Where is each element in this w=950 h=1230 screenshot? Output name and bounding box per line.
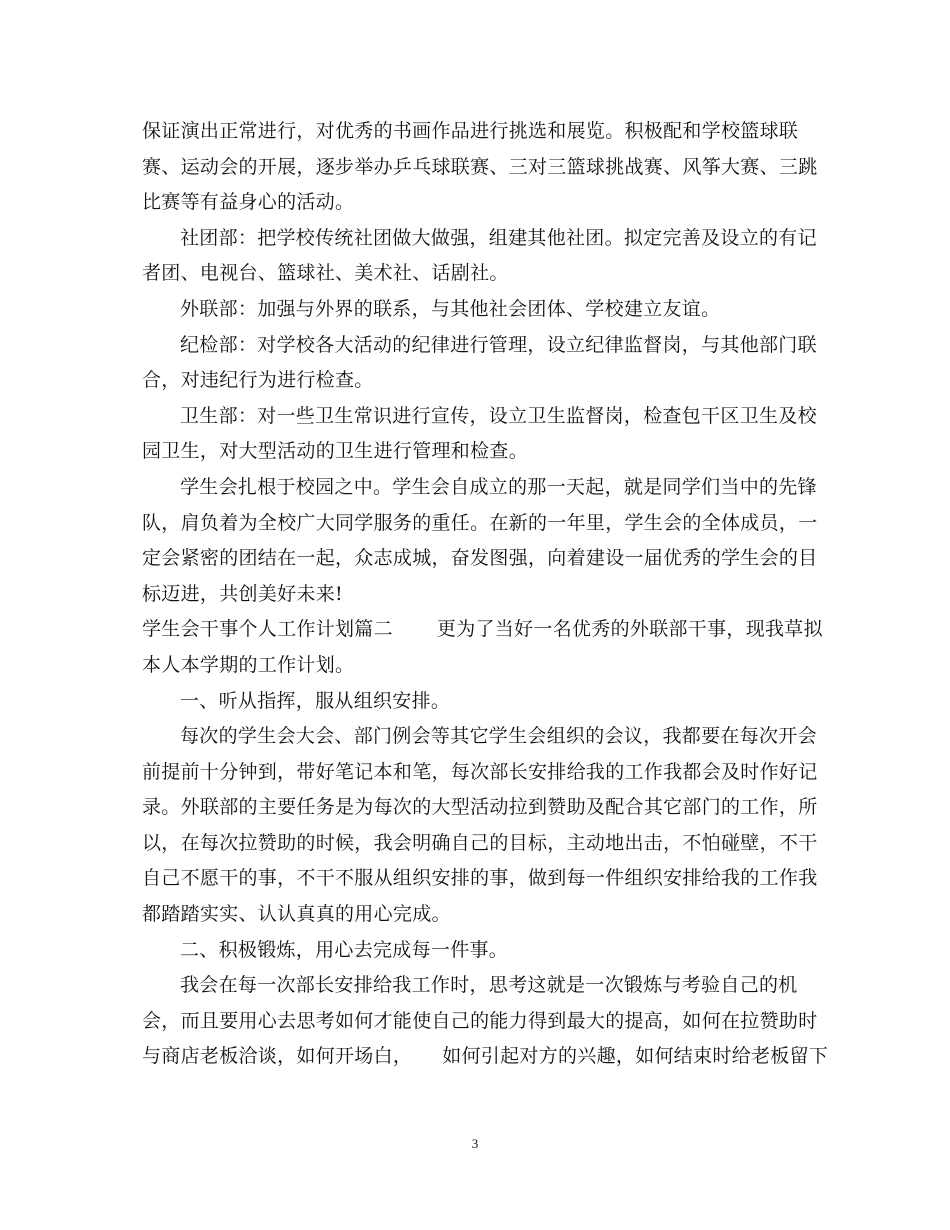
body-text <box>142 114 829 1075</box>
page-number: 3 <box>471 1136 479 1151</box>
text-line: 园卫生，对大型活动的卫生进行管理和检查。 <box>142 440 529 463</box>
text-line: 卫生部：对一些卫生常识进行宣传，设立卫生监督岗，检查包干区卫生及校 <box>180 404 817 427</box>
text-line: 一、听从指挥，服从组织安排。 <box>180 689 451 712</box>
text-line: 保证演出正常进行，对优秀的书画作品进行挑选和展览。积极配和学校篮球联 <box>142 120 799 142</box>
section-heading-line <box>142 612 823 648</box>
text-line: 本人本学期的工作计划。 <box>142 653 355 676</box>
text-line: 队，肩负着为全校广大同学服务的重任。在新的一年里，学生会的全体成员，一 <box>142 511 818 534</box>
text-line: 录。外联部的主要任务是为每次的大型活动拉到赞助及配合其它部门的工作，所 <box>142 796 818 819</box>
text-line: 我会在每一次部长安排给我工作时，思考这就是一次锻炼与考验自己的机 <box>180 974 798 997</box>
text-line: 标迈进，共创美好未来! <box>142 582 343 605</box>
text-line: 自己不愿干的事，不干不服从组织安排的事，做到每一件组织安排给我的工作我 <box>142 867 818 890</box>
text-line: 者团、电视台、篮球社、美术社、话剧社。 <box>142 262 509 285</box>
text-line: 纪检部：对学校各大活动的纪律进行管理，设立纪律监督岗，与其他部门联 <box>180 333 817 356</box>
text-line <box>142 1039 829 1075</box>
text-segment: 如何引起对方的兴趣，如何结束时给老板留下 <box>442 1045 829 1068</box>
text-line: 赛、运动会的开展，逐步举办乒乓球联赛、三对三篮球挑战赛、风筝大赛、三跳 <box>142 155 818 178</box>
text-line: 会，而且要用心去思考如何才能使自己的能力得到最大的提高，如何在拉赞助时 <box>142 1009 818 1032</box>
text-line: 外联部：加强与外界的联系，与其他社会团体、学校建立友谊。 <box>180 297 721 320</box>
text-line: 每次的学生会大会、部门例会等其它学生会组织的会议，我都要在每次开会 <box>180 725 817 748</box>
text-line: 二、积极锻炼，用心去完成每一件事。 <box>180 938 509 961</box>
text-line: 合，对违纪行为进行检查。 <box>142 369 374 392</box>
text-line: 前提前十分钟到，带好笔记本和笔，每次部长安排给我的工作我都会及时作好记 <box>142 760 818 783</box>
text-line: 定会紧密的团结在一起，众志成城，奋发图强，向着建设一届优秀的学生会的目 <box>142 547 818 570</box>
section-text: 更为了当好一名优秀的外联部干事，现我草拟 <box>436 618 823 641</box>
text-segment: 与商店老板洽谈，如何开场白， <box>142 1045 413 1068</box>
text-line: 都踏踏实实、认认真真的用心完成。 <box>142 903 451 926</box>
text-line: 以，在每次拉赞助的时候，我会明确自己的目标，主动地出击，不怕碰壁，不干 <box>142 831 818 854</box>
section-heading: 学生会干事个人工作计划篇二 <box>142 618 393 641</box>
text-line: 社团部：把学校传统社团做大做强，组建其他社团。拟定完善及设立的有记 <box>180 226 817 249</box>
text-line: 比赛等有益身心的活动。 <box>142 191 355 214</box>
text-line: 学生会扎根于校园之中。学生会自成立的那一天起，就是同学们当中的先锋 <box>180 475 817 498</box>
